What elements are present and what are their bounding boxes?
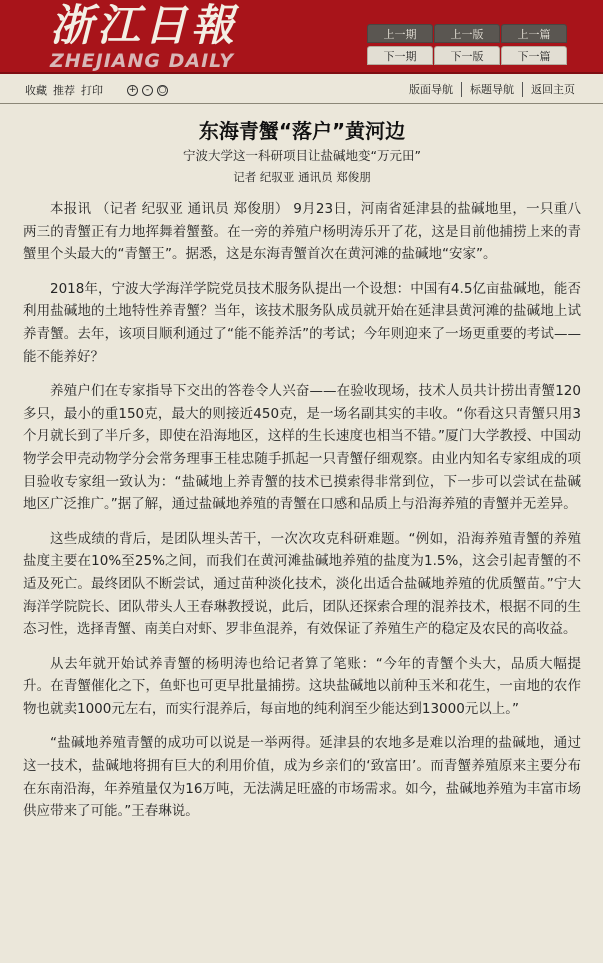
prev-page-button[interactable]: 上一版 bbox=[434, 24, 500, 43]
article-byline: 记者 纪驭亚 通讯员 郑俊朋 bbox=[233, 170, 371, 184]
article bbox=[0, 116, 603, 823]
paragraph: 本报讯 （记者 纪驭亚 通讯员 郑俊朋） 9月23日，河南省延津县的盐碱地里，一只重八两三的青蟹正有力地挥舞着蟹螯。在一旁的养殖户杨明涛乐开了花，这是目前他捕捞上来的青蟹里个头最大的“青蟹王”。据悉，这是东海青蟹首次在黄河滩的盐碱地“安家”。 bbox=[23, 201, 581, 263]
toolbar bbox=[0, 74, 603, 104]
home-link[interactable]: 返回主页 bbox=[531, 83, 575, 96]
zoom-controls bbox=[127, 85, 168, 96]
paragraph: 2018年，宁波大学海洋学院党员技术服务队提出一个设想：中国有4.5亿亩盐碱地，能否利用盐碱地的土地特性养青蟹？当年，该技术服务队成员就开始在延津县黄河滩的盐碱地上试养青蟹。去年，该项目顺利通过了“能不能养活”的考试；今年则迎来了一场更重要的考试——能不能养好？ bbox=[23, 280, 581, 365]
article-title: 东海青蟹“落户”黄河边 bbox=[198, 119, 406, 143]
masthead bbox=[0, 0, 603, 74]
title-nav-link[interactable]: 标题导航 bbox=[470, 83, 514, 96]
article-subtitle: 宁波大学这一科研项目让盐碱地变“万元田” bbox=[183, 148, 421, 163]
paragraph: 养殖户们在专家指导下交出的答卷令人兴奋——在验收现场，技术人员共计捞出青蟹120多只，最小的重150克，最大的则接近450克，是一场名副其实的丰收。“你看这只青蟹只用3个月就长到了半斤多，即使在沿海地区，这样的生长速度也相当不错。”厦门大学教授、中国动物学会甲壳动物学分会常务理事王桂忠随手抓起一只青蟹仔细观察。由业内知名专家组成的项目验收专家组一致认为：“盐碱地上养青蟹的技术已摸索得非常到位，下一步可以尝试在盐碱地区广泛推广。”据了解，通过盐碱地养殖的青蟹在口感和品质上与沿海养殖的青蟹并无差异。 bbox=[23, 383, 581, 513]
next-page-button[interactable]: 下一版 bbox=[434, 46, 500, 65]
zoom-in-icon[interactable]: + bbox=[128, 84, 137, 95]
divider bbox=[522, 82, 523, 97]
paragraph: “盐碱地养殖青蟹的成功可以说是一举两得。延津县的农地多是难以治理的盐碱地，通过这一技术，盐碱地将拥有巨大的利用价值，成为乡亲们的‘致富田’。而青蟹养殖原来主要分布在东南沿海，年养殖量仅为16万吨，无法满足旺盛的市场需求。如今，盐碱地养殖为丰富市场供应带来了可能。”王春琳说。 bbox=[23, 735, 581, 820]
prev-issue-button[interactable]: 上一期 bbox=[367, 24, 433, 43]
paragraph: 这些成绩的背后，是团队埋头苦干，一次次攻克科研难题。“例如，沿海养殖青蟹的养殖盐度主要在10%至25%之间，而我们在黄河滩盐碱地养殖的盐度为1.5%，这会引起青蟹的不适及死亡。最终团队不断尝试，通过苗种淡化技术，淡化出适合盐碱地养殖的优质蟹苗。”宁大海洋学院院长、团队带头人王春琳教授说，此后，团队还探索合理的混养技术，根据不同的生态习性，选择青蟹、南美白对虾、罗非鱼混养，有效保证了养殖生产的稳定及农民的高收益。 bbox=[23, 530, 581, 638]
prev-article-button[interactable]: 上一篇 bbox=[501, 24, 567, 43]
bookmark-link[interactable]: 收藏 bbox=[25, 84, 47, 97]
next-article-button[interactable]: 下一篇 bbox=[501, 46, 567, 65]
print-link[interactable]: 打印 bbox=[81, 84, 103, 97]
newspaper-logo-english: ZHEJIANG DAILY bbox=[50, 50, 235, 72]
newspaper-logo: 浙江日報 bbox=[50, 1, 238, 51]
paragraph: 从去年就开始试养青蟹的杨明涛也给记者算了笔账：“今年的青蟹个头大，品质大幅提升。在青蟹催化之下，鱼虾也可更早批量捕捞。这块盐碱地以前种玉米和花生，一亩地的农作物也就卖1000元左右，而实行混养后，每亩地的纯利润至少能达到13000元以上。” bbox=[23, 655, 581, 717]
article-body bbox=[23, 198, 581, 823]
toolbar-actions bbox=[25, 82, 168, 98]
next-issue-button[interactable]: 下一期 bbox=[367, 46, 433, 65]
zoom-reset-icon[interactable]: ○ bbox=[158, 84, 167, 95]
divider bbox=[461, 82, 462, 97]
toolbar-navigation bbox=[409, 81, 575, 97]
recommend-link[interactable]: 推荐 bbox=[53, 84, 75, 97]
issue-navigation bbox=[367, 24, 567, 65]
zoom-out-icon[interactable]: - bbox=[142, 85, 153, 96]
page-nav-link[interactable]: 版面导航 bbox=[409, 83, 453, 96]
